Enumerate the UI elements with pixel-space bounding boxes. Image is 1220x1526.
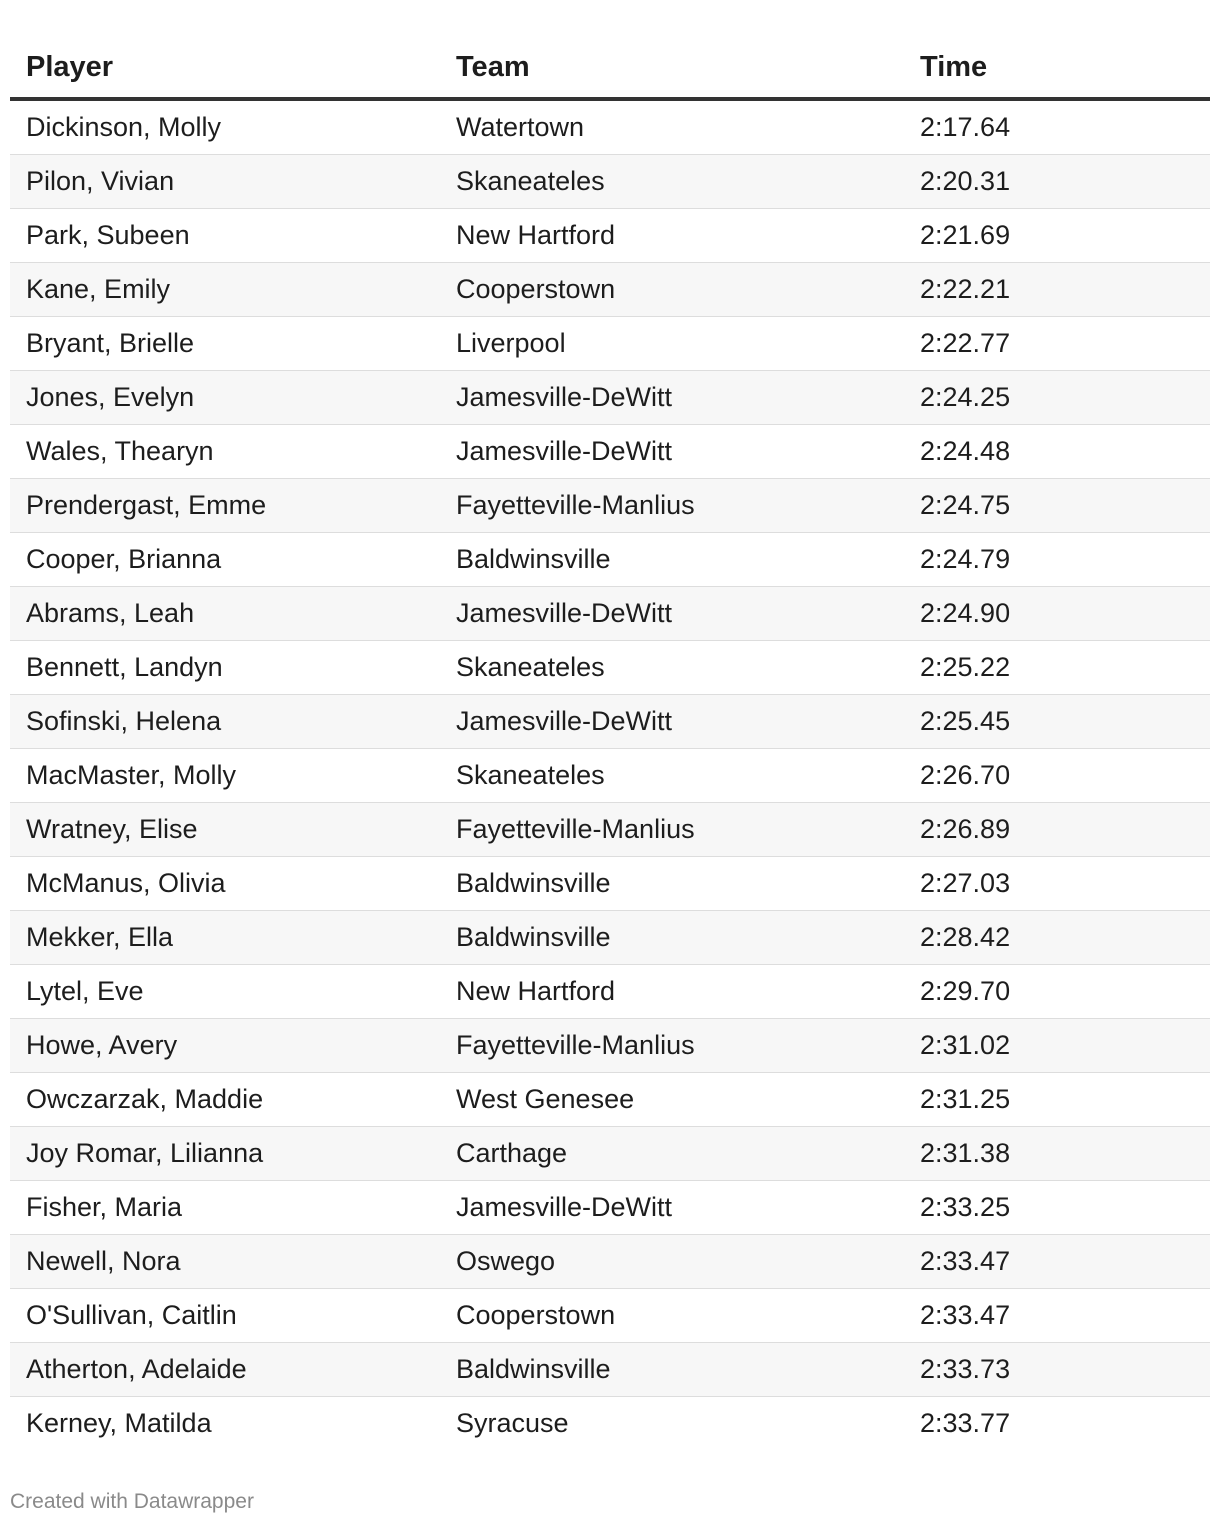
time-cell: 2:33.73 <box>904 1343 1210 1397</box>
time-cell: 2:22.77 <box>904 317 1210 371</box>
player-cell: Sofinski, Helena <box>10 695 440 749</box>
time-cell: 2:24.79 <box>904 533 1210 587</box>
player-cell: Howe, Avery <box>10 1019 440 1073</box>
player-cell: Lytel, Eve <box>10 965 440 1019</box>
table-row <box>10 1019 1210 1073</box>
team-cell: West Genesee <box>440 1073 904 1127</box>
table-row <box>10 533 1210 587</box>
team-cell: Baldwinsville <box>440 533 904 587</box>
table-row <box>10 803 1210 857</box>
table-row <box>10 1235 1210 1289</box>
time-cell: 2:28.42 <box>904 911 1210 965</box>
team-cell: Jamesville-DeWitt <box>440 587 904 641</box>
team-cell: New Hartford <box>440 965 904 1019</box>
table-body <box>10 99 1210 1450</box>
time-cell: 2:17.64 <box>904 99 1210 155</box>
player-cell: Mekker, Ella <box>10 911 440 965</box>
team-cell: Jamesville-DeWitt <box>440 371 904 425</box>
player-cell: Wratney, Elise <box>10 803 440 857</box>
time-cell: 2:31.25 <box>904 1073 1210 1127</box>
player-cell: Bennett, Landyn <box>10 641 440 695</box>
time-cell: 2:26.89 <box>904 803 1210 857</box>
time-cell: 2:31.38 <box>904 1127 1210 1181</box>
player-cell: McManus, Olivia <box>10 857 440 911</box>
time-cell: 2:20.31 <box>904 155 1210 209</box>
player-cell: Bryant, Brielle <box>10 317 440 371</box>
team-cell: Baldwinsville <box>440 857 904 911</box>
time-cell: 2:22.21 <box>904 263 1210 317</box>
table-row <box>10 263 1210 317</box>
team-cell: New Hartford <box>440 209 904 263</box>
time-cell: 2:33.77 <box>920 1408 1011 1438</box>
team-cell: Watertown <box>440 99 904 155</box>
player-cell: Newell, Nora <box>10 1235 440 1289</box>
player-cell: Abrams, Leah <box>10 587 440 641</box>
time-cell: 2:24.75 <box>904 479 1210 533</box>
table-row <box>10 1343 1210 1397</box>
table-row <box>10 749 1210 803</box>
team-cell: Carthage <box>440 1127 904 1181</box>
team-cell: Skaneateles <box>440 749 904 803</box>
player-cell: Park, Subeen <box>10 209 440 263</box>
datawrapper-credit: Created with Datawrapper <box>10 1490 254 1513</box>
team-cell: Oswego <box>440 1235 904 1289</box>
player-cell: O'Sullivan, Caitlin <box>10 1289 440 1343</box>
team-cell: Fayetteville-Manlius <box>440 803 904 857</box>
team-cell: Syracuse <box>456 1408 569 1438</box>
column-header-team[interactable]: Team <box>440 38 904 99</box>
table-row <box>10 425 1210 479</box>
table-row <box>10 479 1210 533</box>
player-cell: Joy Romar, Lilianna <box>10 1127 440 1181</box>
time-cell: 2:33.25 <box>904 1181 1210 1235</box>
team-cell: Jamesville-DeWitt <box>440 425 904 479</box>
player-cell: Cooper, Brianna <box>10 533 440 587</box>
table-row <box>10 317 1210 371</box>
time-cell: 2:29.70 <box>904 965 1210 1019</box>
time-cell: 2:24.48 <box>904 425 1210 479</box>
player-cell: Atherton, Adelaide <box>10 1343 440 1397</box>
time-cell: 2:31.02 <box>904 1019 1210 1073</box>
table-row <box>10 641 1210 695</box>
time-cell: 2:25.22 <box>904 641 1210 695</box>
team-cell: Liverpool <box>440 317 904 371</box>
team-cell: Cooperstown <box>440 263 904 317</box>
player-cell: Dickinson, Molly <box>10 99 440 155</box>
team-cell: Skaneateles <box>440 641 904 695</box>
table-row <box>10 1289 1210 1343</box>
team-cell: Fayetteville-Manlius <box>440 1019 904 1073</box>
time-cell: 2:24.25 <box>904 371 1210 425</box>
team-cell: Baldwinsville <box>440 1343 904 1397</box>
results-table-container <box>10 38 1210 1450</box>
player-cell: Kane, Emily <box>10 263 440 317</box>
time-cell: 2:24.90 <box>904 587 1210 641</box>
table-row <box>10 965 1210 1019</box>
results-table <box>10 38 1210 1450</box>
time-cell: 2:25.45 <box>904 695 1210 749</box>
team-cell: Skaneateles <box>440 155 904 209</box>
time-cell: 2:21.69 <box>904 209 1210 263</box>
player-cell: Jones, Evelyn <box>10 371 440 425</box>
player-cell: MacMaster, Molly <box>10 749 440 803</box>
table-row <box>10 371 1210 425</box>
table-header-row <box>10 38 1210 99</box>
team-cell: Baldwinsville <box>440 911 904 965</box>
player-cell: Pilon, Vivian <box>10 155 440 209</box>
time-cell: 2:26.70 <box>904 749 1210 803</box>
table-row <box>10 99 1210 155</box>
column-header-time[interactable]: Time <box>904 38 1210 99</box>
table-row <box>10 1127 1210 1181</box>
team-cell: Jamesville-DeWitt <box>440 1181 904 1235</box>
team-cell: Jamesville-DeWitt <box>440 695 904 749</box>
team-cell: Cooperstown <box>440 1289 904 1343</box>
table-row <box>10 1181 1210 1235</box>
player-cell: Owczarzak, Maddie <box>10 1073 440 1127</box>
table-row <box>10 1073 1210 1127</box>
table-row <box>10 155 1210 209</box>
table-row <box>10 209 1210 263</box>
table-row <box>10 695 1210 749</box>
column-header-player[interactable]: Player <box>10 38 440 99</box>
player-cell: Prendergast, Emme <box>10 479 440 533</box>
time-cell: 2:33.47 <box>904 1289 1210 1343</box>
player-cell: Fisher, Maria <box>10 1181 440 1235</box>
time-cell: 2:27.03 <box>904 857 1210 911</box>
table-row <box>10 1397 1210 1451</box>
table-row <box>10 857 1210 911</box>
player-cell: Wales, Thearyn <box>10 425 440 479</box>
team-cell: Fayetteville-Manlius <box>440 479 904 533</box>
table-row <box>10 587 1210 641</box>
time-cell: 2:33.47 <box>904 1235 1210 1289</box>
table-row <box>10 911 1210 965</box>
player-cell: Kerney, Matilda <box>26 1408 212 1438</box>
